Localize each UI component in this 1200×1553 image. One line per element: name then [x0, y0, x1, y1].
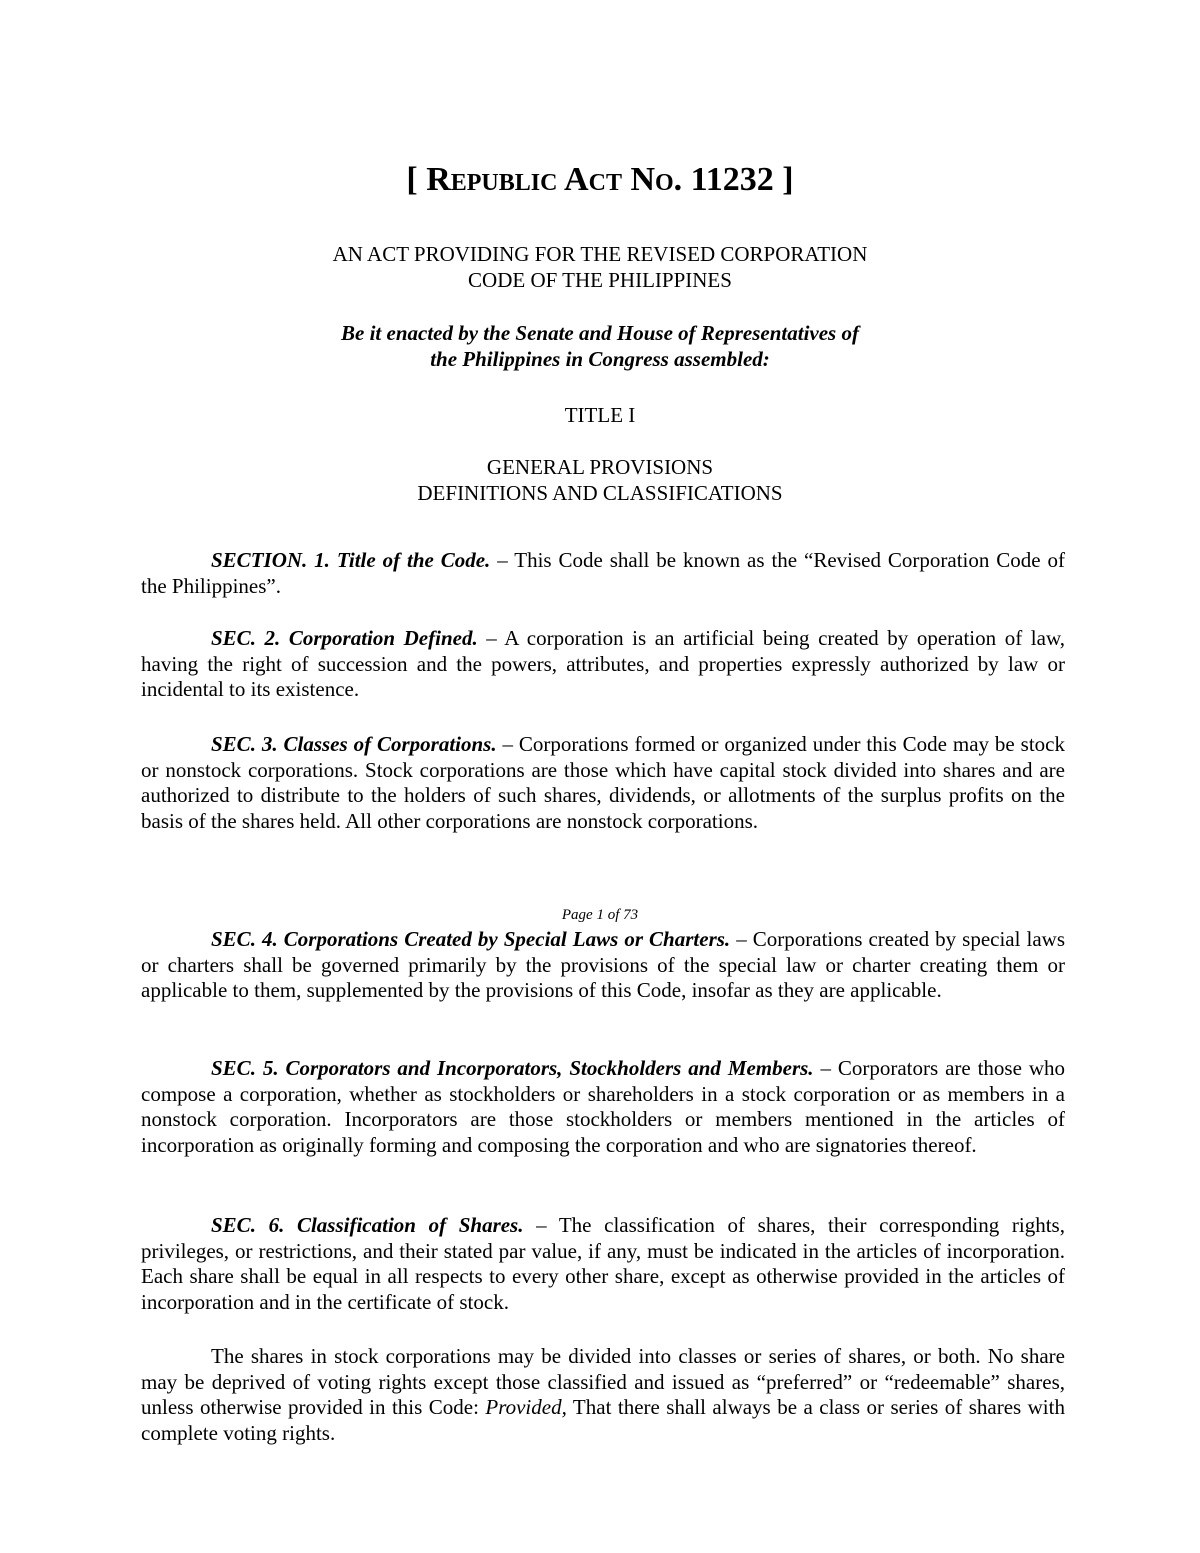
title-act-number: 11232: [690, 161, 774, 198]
title-open-bracket: [: [406, 161, 427, 198]
section-6-body: – The classification of shares, their corresponding rights, privileges, or restrictions, and their stated par value, if any, must be indicated in the articles of incorporation. Each share shall be equal in all respects to every other share, except as otherwise provided in the articles of incorporation and in the certificate of stock.: [141, 1213, 1065, 1314]
section-6-paragraph-2-text-a: The shares in stock corporations may be divided into classes or series of shares, or both. No share may be deprived of voting rights except those classified and issued as “preferred” or “redeemable” shares, unless otherwise provided in this Code:: [141, 1344, 1065, 1419]
page-number-label: Page 1 of 73: [561, 907, 639, 923]
title-republic-act-label: Republic Act No.: [426, 161, 691, 198]
section-1-body: – This Code shall be known as the “Revised Corporation Code of the Philippines”.: [141, 548, 1065, 598]
act-title: AN ACT PROVIDING FOR THE REVISED CORPORATION CODE OF THE PHILIPPINES: [332, 242, 868, 292]
title-heading: TITLE I: [564, 403, 636, 427]
section-2: [141, 626, 1065, 703]
section-2-body: – A corporation is an artificial being created by operation of law, having the right of succession and the powers, attributes, and properties expressly authorized by law or incidental to its existence.: [141, 626, 1065, 701]
section-3: [141, 732, 1065, 834]
section-5-body: – Corporators are those who compose a corporation, whether as stockholders or shareholders in a stock corporation or as members in a nonstock corporation. Incorporators are those stockholders or members mentioned in the articles of incorporation as originally forming and composing the corporation and who are signatories thereof.: [141, 1056, 1065, 1157]
section-4-body: – Corporations created by special laws or charters shall be governed primarily by the provisions of the special law or charter creating them or applicable to them, supplemented by the provisions of this Code, insofar as they are applicable.: [141, 927, 1065, 1002]
section-4: [141, 927, 1065, 1004]
section-3-heading: SEC. 3. Classes of Corporations.: [211, 732, 497, 756]
section-6: [141, 1213, 1065, 1315]
section-6-paragraph-2: [141, 1344, 1065, 1446]
section-6-heading: SEC. 6. Classification of Shares.: [211, 1213, 524, 1237]
section-5: [141, 1056, 1065, 1158]
section-6-paragraph-2-text-b: That there shall always be a class or series of shares with complete voting rights.: [141, 1395, 1065, 1445]
section-1-heading: SECTION. 1. Title of the Code.: [211, 548, 491, 572]
section-4-heading: SEC. 4. Corporations Created by Special Laws or Charters.: [211, 927, 731, 951]
section-2-heading: SEC. 2. Corporation Defined.: [211, 626, 478, 650]
title-subheading: GENERAL PROVISIONS DEFINITIONS AND CLASSIFICATIONS: [417, 455, 783, 505]
section-3-body: – Corporations formed or organized under this Code may be stock or nonstock corporations. Stock corporations are those which have capital stock divided into shares and are authorized to distribute to the holders of such shares, dividends, or allotments of the surplus profits on the basis of the shares held. All other corporations are nonstock corporations.: [141, 732, 1065, 833]
title-close-bracket: ]: [773, 161, 794, 198]
document-title: [0, 156, 1200, 204]
enacting-clause: Be it enacted by the Senate and House of Representatives of the Philippines in Congress assembled:: [341, 321, 859, 371]
section-1: [141, 548, 1065, 599]
section-6-proviso-emphasis: Provided,: [485, 1395, 567, 1419]
section-5-heading: SEC. 5. Corporators and Incorporators, Stockholders and Members.: [211, 1056, 814, 1080]
